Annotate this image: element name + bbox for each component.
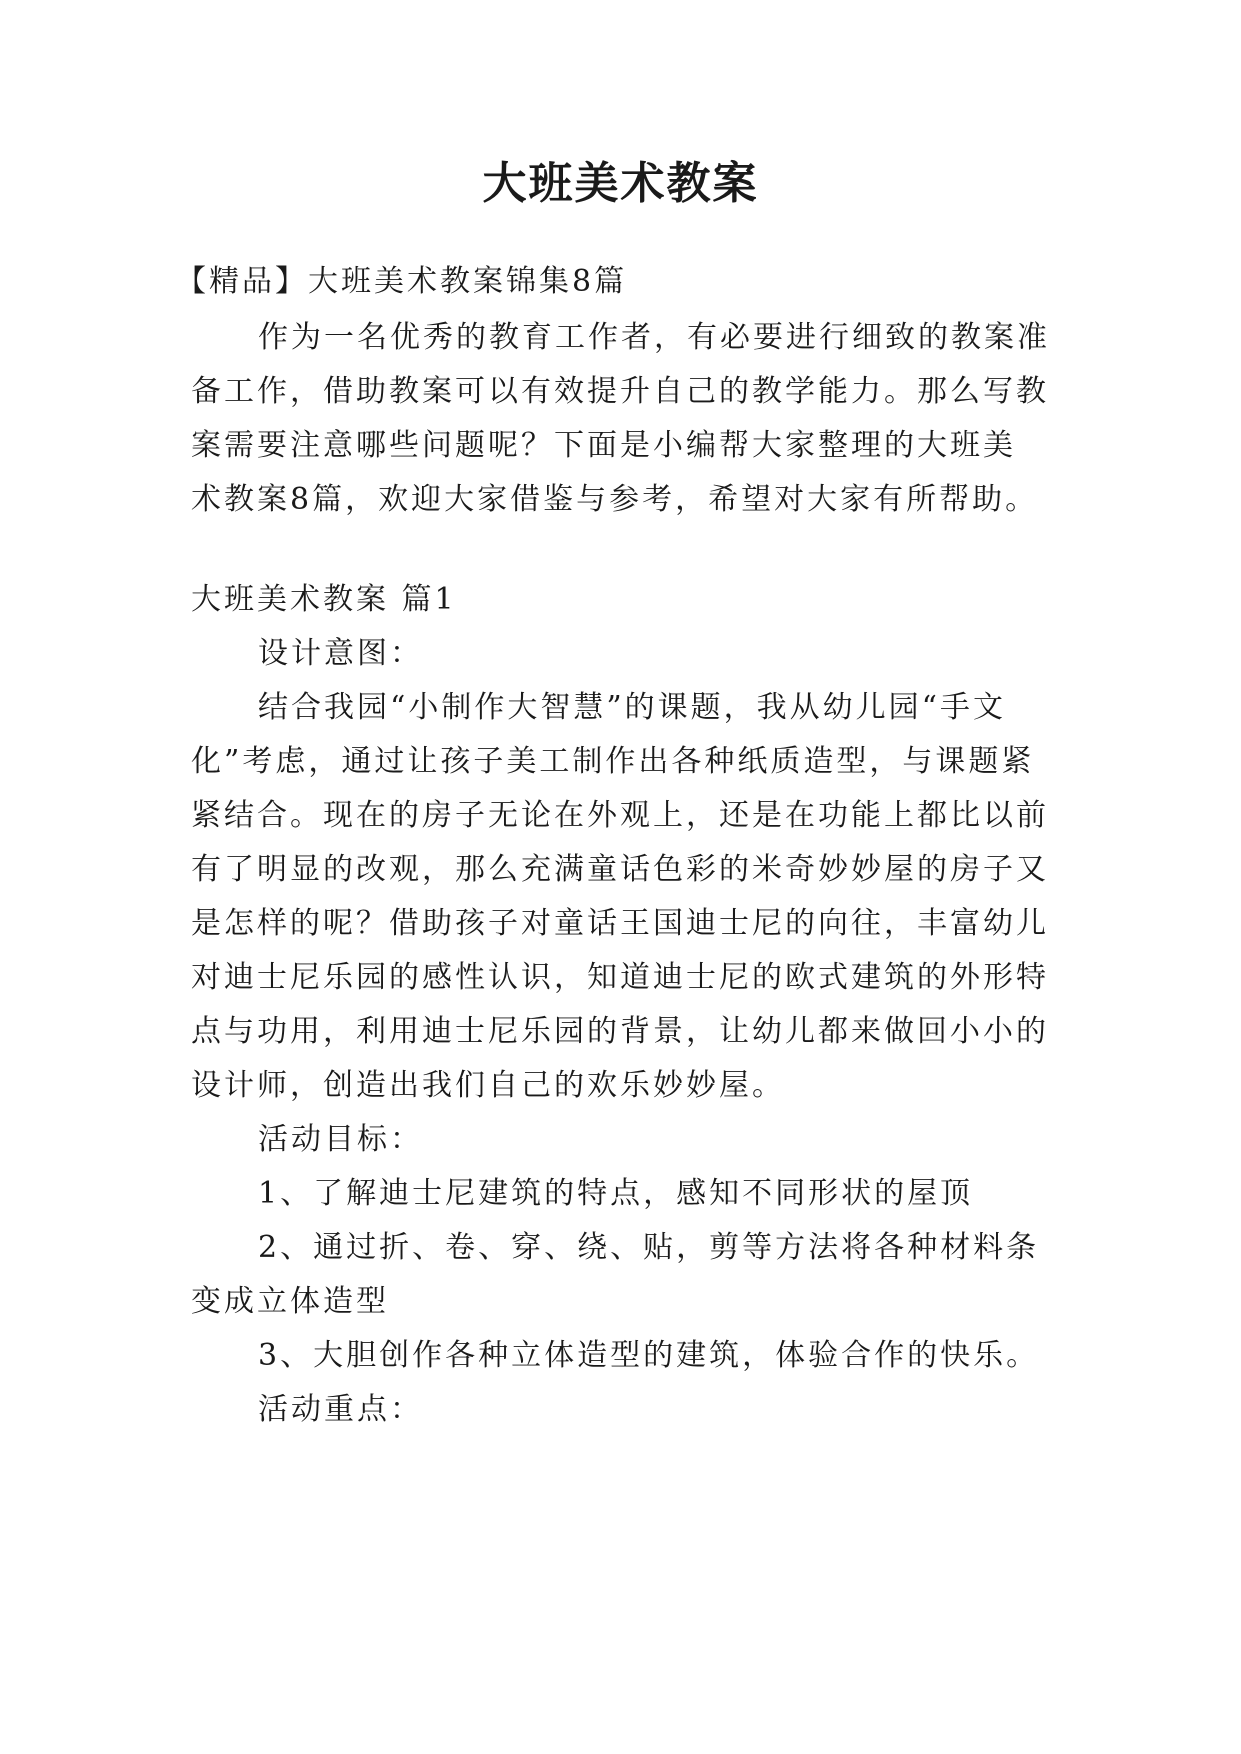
- design-intent-line-7: 点与功用，利用迪士尼乐园的背景，让幼儿都来做回小小的: [191, 1014, 1049, 1049]
- design-intent-line-8: 设计师，创造出我们自己的欢乐妙妙屋。: [191, 1068, 785, 1103]
- goal-2-line-2: 变成立体造型: [191, 1284, 389, 1319]
- goals-label: 活动目标：: [258, 1122, 423, 1157]
- design-intent-line-2: 化”考虑，通过让孩子美工制作出各种纸质造型，与课题紧: [191, 744, 1035, 779]
- goal-1: 1、了解迪士尼建筑的特点，感知不同形状的屋顶: [258, 1176, 974, 1211]
- design-intent-line-4: 有了明显的改观，那么充满童话色彩的米奇妙妙屋的房子又: [191, 852, 1049, 887]
- document-title: 大班美术教案: [482, 158, 759, 209]
- focus-label: 活动重点：: [258, 1392, 423, 1427]
- design-intent-line-6: 对迪士尼乐园的感性认识，知道迪士尼的欧式建筑的外形特: [191, 960, 1049, 995]
- design-intent-line-1: 结合我园“小制作大智慧”的课题，我从幼儿园“手文: [258, 690, 1007, 725]
- goal-2-line-1: 2、通过折、卷、穿、绕、贴，剪等方法将各种材料条: [258, 1230, 1040, 1265]
- design-intent-line-5: 是怎样的呢？借助孩子对童话王国迪士尼的向往，丰富幼儿: [191, 906, 1049, 941]
- goal-3: 3、大胆创作各种立体造型的建筑，体验合作的快乐。: [258, 1338, 1040, 1373]
- design-intent-label: 设计意图：: [258, 636, 423, 671]
- intro-line-2: 备工作，借助教案可以有效提升自己的教学能力。那么写教: [191, 374, 1049, 409]
- intro-line-3: 案需要注意哪些问题呢？下面是小编帮大家整理的大班美: [191, 428, 1016, 463]
- document-subtitle: 【精品】大班美术教案锦集8篇: [176, 264, 628, 299]
- section-heading: 大班美术教案 篇1: [191, 582, 457, 617]
- design-intent-line-3: 紧结合。现在的房子无论在外观上，还是在功能上都比以前: [191, 798, 1049, 833]
- intro-line-1: 作为一名优秀的教育工作者，有必要进行细致的教案准: [258, 320, 1050, 355]
- intro-line-4: 术教案8篇，欢迎大家借鉴与参考，希望对大家有所帮助。: [191, 482, 1039, 517]
